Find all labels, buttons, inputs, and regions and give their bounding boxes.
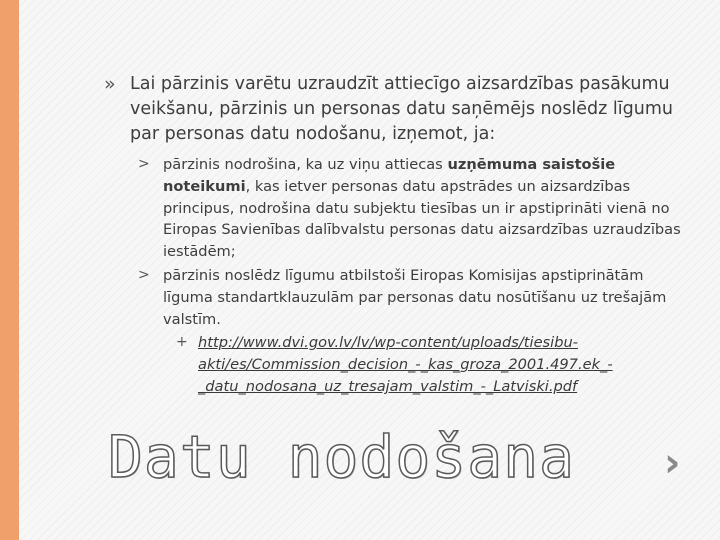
sub-bullet-marker: > bbox=[138, 156, 150, 172]
sub-bullet-marker: > bbox=[138, 266, 150, 283]
slide-title: Datu nodošana bbox=[108, 423, 575, 491]
link-marker: + bbox=[176, 334, 188, 351]
sub-bullet-1-text-after: , kas ietver personas datu apstrādes un aizsardzības principus, nodrošina datu subjektu tiesības un ir apstiprināti vienā no Eiropas Savienības dalībvalstu personas datu aizsardzības uzraudzības iestādēm; bbox=[163, 177, 681, 261]
main-bullet bbox=[104, 72, 684, 147]
sub-bullet-2-text: pārzinis noslēdz līgumu atbilstoši Eiropas Komisijas apstiprinātām līguma standartklauzulām par personas datu nosūtīšanu uz trešajām valstīm. bbox=[163, 266, 667, 328]
slide-content bbox=[104, 72, 684, 398]
sub-bullet-1-text-before: pārzinis nodrošina, ka uz viņu attiecas bbox=[163, 156, 448, 173]
chevron-right-icon[interactable]: › bbox=[664, 440, 681, 486]
document-link[interactable]: http://www.dvi.gov.lv/lv/wp-content/uploads/tiesibu-akti/es/Commission_decision_-_kas_groza_2001.497.ek_-_datu_nodosana_uz_tresajam_valstim_-_Latviski.pdf bbox=[198, 334, 613, 395]
bullet-marker: » bbox=[104, 73, 116, 95]
sub-bullet-list bbox=[104, 154, 684, 398]
sub-bullet-2 bbox=[138, 265, 684, 330]
accent-bar bbox=[0, 0, 19, 540]
main-bullet-text: Lai pārzinis varētu uzraudzīt attiecīgo aizsardzības pasākumu veikšanu, pārzinis un personas datu saņēmējs noslēdz līgumu par personas datu nodošanu, izņemot, ja: bbox=[130, 74, 673, 144]
sub-bullet-1 bbox=[138, 154, 684, 263]
sub-bullet-1-bold: uzņēmuma saistošie noteikumi bbox=[163, 156, 616, 195]
link-item bbox=[168, 332, 678, 397]
